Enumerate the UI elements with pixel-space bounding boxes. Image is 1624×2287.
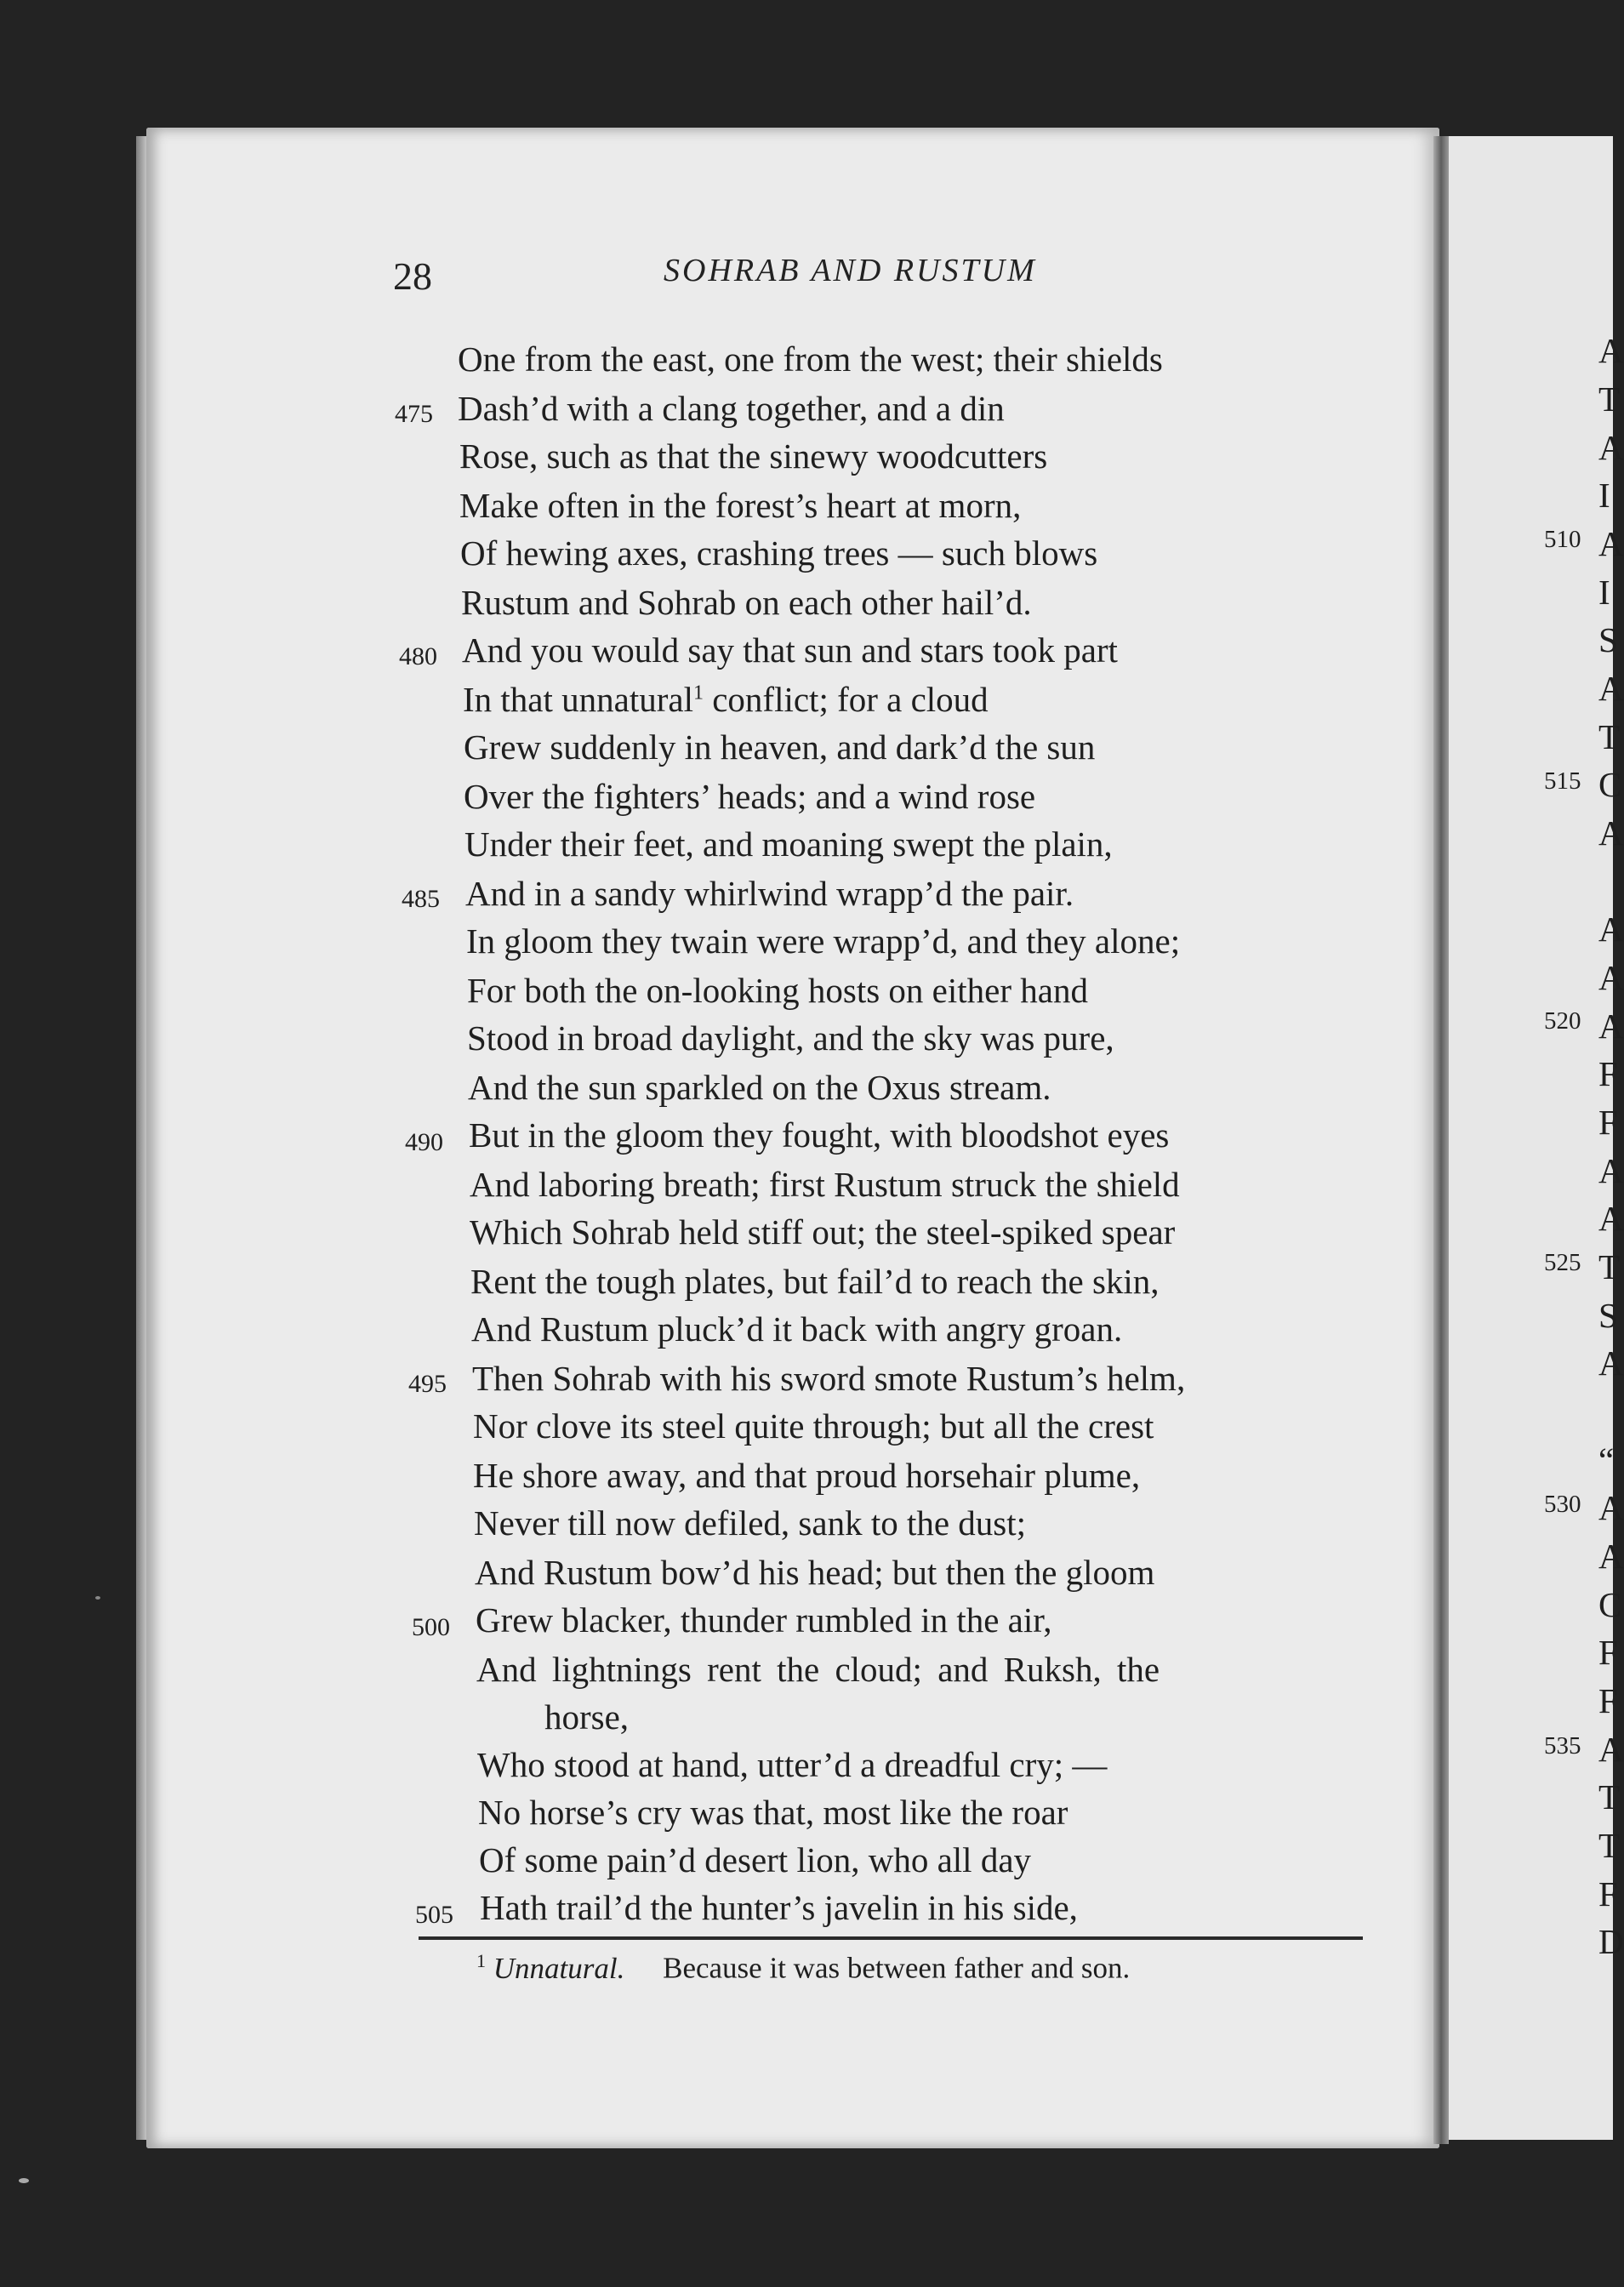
right-line-start: A bbox=[1598, 1730, 1624, 1769]
dust-speck bbox=[95, 1596, 100, 1600]
poem-line: Grew suddenly in heaven, and dark’d the sun bbox=[464, 727, 1096, 767]
right-line-number: 520 bbox=[1544, 1007, 1581, 1035]
right-line-start: T bbox=[1598, 1247, 1621, 1286]
right-line-start: A bbox=[1598, 331, 1624, 370]
right-line-start: F bbox=[1598, 1633, 1618, 1672]
poem-line: He shore away, and that proud horsehair plume, bbox=[473, 1456, 1141, 1495]
right-line-start: A bbox=[1598, 428, 1624, 467]
poem-line: Make often in the forest’s heart at morn, bbox=[459, 486, 1022, 525]
poem-line: No horse’s cry was that, most like the roar bbox=[478, 1793, 1068, 1832]
poem-line: In gloom they twain were wrapp’d, and they alone; bbox=[466, 921, 1181, 961]
right-line-start: A bbox=[1598, 910, 1624, 949]
running-title: SOHRAB AND RUSTUM bbox=[664, 253, 1037, 288]
right-line-number: 510 bbox=[1544, 526, 1581, 553]
right-line-start: I bbox=[1598, 573, 1610, 612]
poem-line: Of hewing axes, crashing trees — such blows bbox=[460, 533, 1098, 573]
poem-line: Under their feet, and moaning swept the plain, bbox=[464, 824, 1113, 864]
right-line-number: 535 bbox=[1544, 1732, 1581, 1759]
poem-line-text: In that unnatural bbox=[463, 680, 693, 719]
right-line-number: 530 bbox=[1544, 1491, 1581, 1518]
right-line-start: C bbox=[1598, 1585, 1622, 1624]
poem-line: Which Sohrab held stiff out; the steel-spiked spear bbox=[470, 1212, 1176, 1252]
right-line-start: T bbox=[1598, 1777, 1621, 1816]
poem-line: Rose, such as that the sinewy woodcutters bbox=[459, 436, 1048, 476]
line-number: 485 bbox=[402, 885, 440, 913]
right-line-start: A bbox=[1598, 1199, 1624, 1238]
poem-line: One from the east, one from the west; their shields bbox=[458, 339, 1163, 379]
poem-line: Rent the tough plates, but fail’d to reach the skin, bbox=[470, 1262, 1160, 1301]
poem-line: Of some pain’d desert lion, who all day bbox=[479, 1840, 1032, 1879]
line-number: 475 bbox=[395, 400, 433, 428]
poem-line: Nor clove its steel quite through; but all the crest bbox=[473, 1406, 1154, 1446]
book-gutter bbox=[1433, 136, 1449, 2144]
poem-line-text: conflict; for a cloud bbox=[703, 680, 989, 719]
line-number: 495 bbox=[408, 1370, 447, 1398]
line-number: 480 bbox=[399, 642, 437, 670]
right-line-start: T bbox=[1598, 717, 1621, 756]
right-line-number: 515 bbox=[1544, 767, 1581, 795]
right-line-start: A bbox=[1598, 1007, 1624, 1046]
right-line-start: A bbox=[1598, 1151, 1624, 1190]
footnote-ref: 1 bbox=[692, 682, 704, 704]
right-line-start: S bbox=[1598, 1296, 1618, 1335]
poem-line: And laboring breath; first Rustum struck the shield bbox=[470, 1165, 1180, 1204]
poem-line: And you would say that sun and stars took part bbox=[462, 630, 1118, 670]
poem-line: Dash’d with a clang together, and a din bbox=[458, 389, 1005, 428]
right-line-start: F bbox=[1598, 1054, 1618, 1093]
right-line-start: “ bbox=[1598, 1440, 1615, 1480]
right-line-start: A bbox=[1598, 1488, 1624, 1527]
poem-line: Stood in broad daylight, and the sky was pure, bbox=[467, 1018, 1114, 1058]
poem-line: Never till now defiled, sank to the dust; bbox=[474, 1503, 1027, 1543]
right-line-start: S bbox=[1598, 620, 1618, 659]
right-line-number: 525 bbox=[1544, 1249, 1581, 1276]
right-line-start: A bbox=[1598, 524, 1624, 563]
poem-line: Who stood at hand, utter’d a dreadful cry; — bbox=[477, 1745, 1108, 1784]
right-line-start: C bbox=[1598, 765, 1622, 804]
right-line-start: T bbox=[1598, 379, 1621, 419]
poem-line: Rustum and Sohrab on each other hail’d. bbox=[461, 583, 1032, 622]
page-number: 28 bbox=[393, 254, 432, 298]
footnote-term: Unnatural. bbox=[493, 1951, 625, 1985]
poem-line: horse, bbox=[544, 1697, 630, 1737]
footnote bbox=[476, 1950, 1130, 1986]
right-page bbox=[1449, 136, 1624, 2140]
poem-line: For both the on-looking hosts on either hand bbox=[467, 971, 1088, 1010]
right-line-start: A bbox=[1598, 1343, 1624, 1383]
right-line-start: A bbox=[1598, 1537, 1624, 1576]
right-line-start: D bbox=[1598, 1922, 1624, 1961]
poem-line: But in the gloom they fought, with bloodshot eyes bbox=[469, 1115, 1170, 1155]
right-line-start: F bbox=[1598, 1681, 1618, 1720]
poem-line: Grew blacker, thunder rumbled in the air, bbox=[476, 1600, 1052, 1640]
footnote-rule bbox=[419, 1936, 1363, 1940]
right-line-start: A bbox=[1598, 669, 1624, 708]
poem-line: And Rustum bow’d his head; but then the gloom bbox=[475, 1553, 1155, 1592]
right-line-start: T bbox=[1598, 1826, 1621, 1865]
footnote-text: Because it was between father and son. bbox=[663, 1951, 1131, 1985]
poem-line: Over the fighters’ heads; and a wind rose bbox=[464, 777, 1036, 816]
right-line-start: A bbox=[1598, 958, 1624, 997]
right-line-start: I bbox=[1598, 476, 1610, 515]
poem-line: And Rustum pluck’d it back with angry groan. bbox=[471, 1309, 1123, 1349]
poem-line: Hath trail’d the hunter’s javelin in his side, bbox=[480, 1888, 1078, 1927]
line-number: 500 bbox=[412, 1613, 450, 1641]
right-line-start: F bbox=[1598, 1103, 1618, 1142]
poem-line: And lightnings rent the cloud; and Ruksh, the bbox=[476, 1650, 1160, 1689]
right-line-start: A bbox=[1598, 813, 1624, 853]
poem-line: And in a sandy whirlwind wrapp’d the pair. bbox=[465, 874, 1074, 913]
poem-line: Then Sohrab with his sword smote Rustum’s helm, bbox=[472, 1359, 1186, 1398]
line-number: 490 bbox=[405, 1128, 443, 1156]
poem-line bbox=[463, 679, 989, 720]
line-number: 505 bbox=[415, 1901, 453, 1929]
dust-speck bbox=[19, 2178, 29, 2183]
poem-line: And the sun sparkled on the Oxus stream. bbox=[468, 1068, 1051, 1107]
right-line-start: F bbox=[1598, 1874, 1618, 1913]
footnote-marker: 1 bbox=[476, 1950, 486, 1971]
